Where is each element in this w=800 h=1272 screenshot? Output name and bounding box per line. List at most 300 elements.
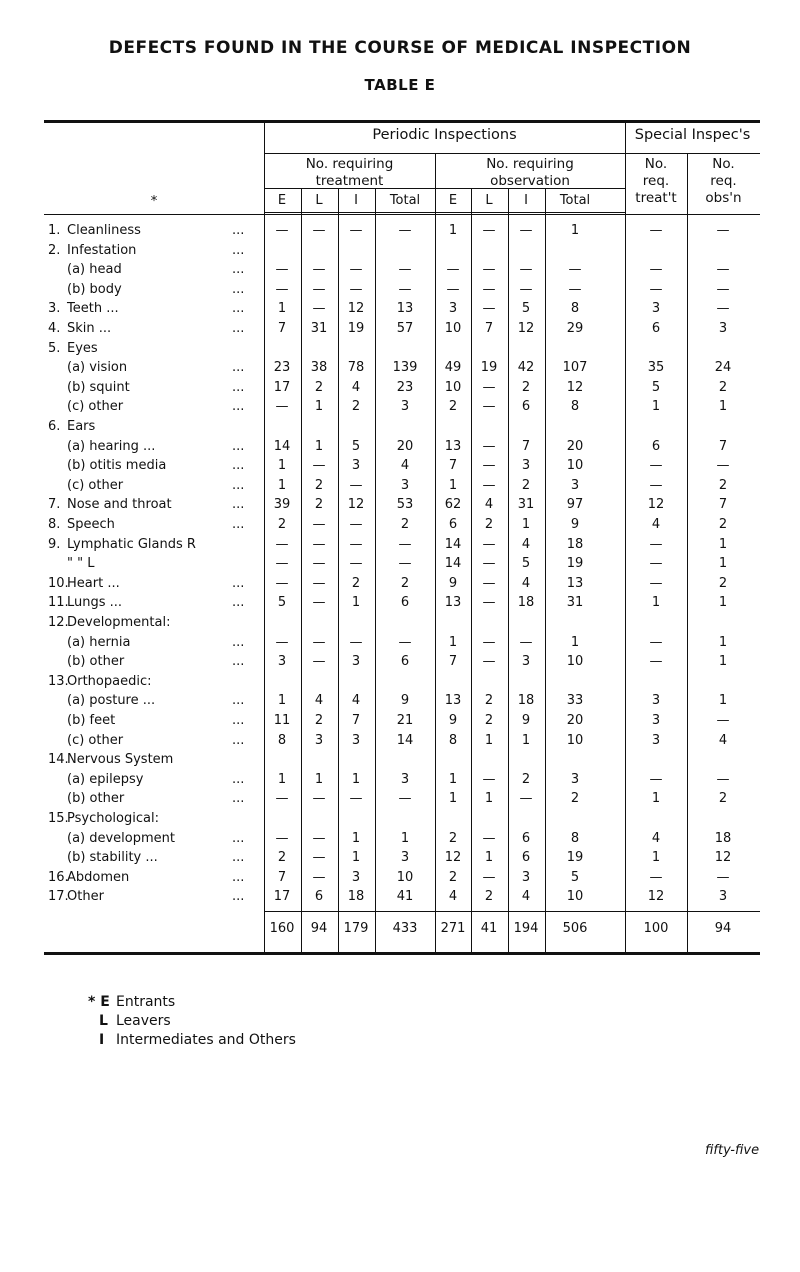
subcolumn-header: Total <box>389 193 421 208</box>
leader-dots: ... <box>232 693 245 709</box>
header-bottom-rule <box>44 214 760 215</box>
subcolumn-header: E <box>448 193 458 208</box>
table-cell: 6 <box>651 321 661 336</box>
table-cell: — <box>649 654 663 670</box>
row-number: 17. <box>48 889 69 905</box>
table-cell: — <box>649 869 663 885</box>
row-label: Heart ... <box>67 575 120 591</box>
row-number: 6. <box>48 419 61 434</box>
row-label: Cleanliness <box>67 223 141 238</box>
table-cell: 3 <box>521 654 531 670</box>
legend-item <box>99 1031 296 1050</box>
table-cell: 1 <box>651 850 661 866</box>
table-cell: 1 <box>484 791 494 807</box>
table-cell: — <box>482 869 496 885</box>
row-label: Nervous System <box>67 752 174 768</box>
table-cell: 1 <box>718 536 728 552</box>
table-cell: 6 <box>521 399 531 415</box>
table-cell: — <box>482 301 496 317</box>
table-cell: 3 <box>570 477 580 493</box>
table-cell: 13 <box>444 595 462 611</box>
table-cell: 1 <box>448 634 458 650</box>
total-cell: 94 <box>714 921 732 936</box>
table-cell: 1 <box>277 771 287 787</box>
table-cell: 1 <box>448 771 458 787</box>
table-cell: 12 <box>647 497 665 513</box>
leader-dots: ... <box>232 477 245 493</box>
subcolumn-header: L <box>315 193 323 208</box>
table-cell: 13 <box>396 301 414 317</box>
total-cell: 194 <box>513 921 539 936</box>
table-cell: 2 <box>448 869 458 885</box>
table-cell: 1 <box>351 771 361 787</box>
table-cell: 6 <box>400 595 410 611</box>
table-cell: 8 <box>277 732 287 748</box>
table-cell: 12 <box>347 301 365 317</box>
legend-text: Entrants <box>116 994 176 1010</box>
row-label: (b) squint <box>67 379 130 395</box>
table-cell: 4 <box>314 693 324 709</box>
row-label: Orthopaedic: <box>67 673 152 689</box>
table-cell: — <box>482 556 496 572</box>
table-cell: — <box>312 575 326 591</box>
table-cell: 7 <box>718 497 728 513</box>
table-cell: 17 <box>273 379 291 395</box>
table-cell: 4 <box>400 458 410 474</box>
table-cell: 2 <box>277 850 287 866</box>
leader-dots: ... <box>232 242 245 258</box>
row-number: 14. <box>48 752 69 768</box>
table-cell: — <box>349 634 363 650</box>
table-cell: 7 <box>448 458 458 474</box>
table-cell: 7 <box>484 321 494 336</box>
table-cell: — <box>568 262 582 278</box>
table-cell: 4 <box>484 497 494 513</box>
row-label: Speech <box>67 517 115 532</box>
table-cell: 3 <box>400 399 410 415</box>
leader-dots: ... <box>232 771 245 787</box>
table-cell: 57 <box>396 321 414 336</box>
table-cell: — <box>482 771 496 787</box>
table-cell: 3 <box>351 869 361 885</box>
table-cell: 2 <box>484 693 494 709</box>
special-treat-header: No. <box>644 156 668 172</box>
leader-dots: ... <box>232 634 245 650</box>
table-cell: 2 <box>351 399 361 415</box>
table-cell: — <box>482 536 496 552</box>
table-cell: 31 <box>310 321 328 336</box>
table-cell: 2 <box>718 791 728 807</box>
footnote-star: * <box>150 193 158 209</box>
table-cell: 1 <box>651 595 661 611</box>
table-cell: 1 <box>570 223 580 238</box>
table-cell: 2 <box>521 477 531 493</box>
table-cell: — <box>275 791 289 807</box>
leader-dots: ... <box>232 360 245 376</box>
table-cell: — <box>349 281 363 297</box>
total-cell: 41 <box>480 921 498 936</box>
table-cell: 42 <box>517 360 535 376</box>
row-label: (c) other <box>67 732 124 748</box>
table-cell: 3 <box>570 771 580 787</box>
table-cell: 6 <box>521 850 531 866</box>
special-obs-header: No. <box>712 156 735 172</box>
req-observation-header: No. requiring <box>486 156 574 172</box>
table-cell: 41 <box>396 889 414 905</box>
table-cell: 1 <box>351 850 361 866</box>
row-number: 9. <box>48 536 61 552</box>
table-cell: — <box>519 223 533 238</box>
req-treatment-header: treatment <box>315 173 384 189</box>
table-cell: 14 <box>396 732 414 748</box>
table-cell: 2 <box>570 791 580 807</box>
table-cell: 2 <box>484 889 494 905</box>
table-cell: — <box>312 517 326 532</box>
table-cell: 107 <box>562 360 588 376</box>
table-cell: 3 <box>277 654 287 670</box>
legend-key: L <box>99 1013 108 1029</box>
legend <box>88 993 296 1050</box>
table-cell: 6 <box>521 830 531 846</box>
table-cell: — <box>716 281 730 297</box>
row-label: Teeth ... <box>67 301 119 317</box>
table-cell: 10 <box>396 869 414 885</box>
table-cell: — <box>349 536 363 552</box>
table-cell: 2 <box>448 830 458 846</box>
table-cell: — <box>482 654 496 670</box>
table-cell: — <box>398 262 412 278</box>
table-cell: — <box>312 869 326 885</box>
table-cell: 1 <box>277 458 287 474</box>
row-label: (a) hearing ... <box>67 438 156 454</box>
table-cell: 29 <box>566 321 584 336</box>
table-cell: — <box>398 536 412 552</box>
table-cell: 1 <box>651 791 661 807</box>
table-cell: 31 <box>517 497 535 513</box>
table-cell: — <box>275 281 289 297</box>
legend-item <box>88 993 296 1012</box>
table-cell: 20 <box>566 713 584 728</box>
row-label: Ears <box>67 419 96 434</box>
row-number: 16. <box>48 869 69 885</box>
table-cell: 1 <box>718 399 728 415</box>
table-cell: 4 <box>351 693 361 709</box>
total-cell: 94 <box>310 921 328 936</box>
row-label: Eyes <box>67 340 98 356</box>
table-cell: 7 <box>448 654 458 670</box>
table-cell: 3 <box>448 301 458 317</box>
row-label: (b) stability ... <box>67 850 158 866</box>
table-cell: 3 <box>718 321 728 336</box>
table-cell: 12 <box>566 379 584 395</box>
table-cell: — <box>716 713 730 728</box>
leader-dots: ... <box>232 791 245 807</box>
table-cell: 20 <box>566 438 584 454</box>
table-cell: — <box>398 634 412 650</box>
table-cell: 8 <box>570 399 580 415</box>
table-cell: — <box>275 536 289 552</box>
table-cell: — <box>398 281 412 297</box>
table-cell: 49 <box>444 360 462 376</box>
table-cell: — <box>275 556 289 572</box>
table-cell: 4 <box>651 517 661 532</box>
legend-item <box>99 1012 296 1031</box>
leader-dots: ... <box>232 399 245 415</box>
subcolumn-header: E <box>277 193 287 208</box>
table-cell: 12 <box>714 850 732 866</box>
table-cell: 7 <box>277 321 287 336</box>
row-number: 7. <box>48 497 61 513</box>
table-cell: 1 <box>314 771 324 787</box>
table-bottom-rule <box>44 952 760 955</box>
leader-dots: ... <box>232 713 245 728</box>
table-cell: — <box>482 438 496 454</box>
table-cell: — <box>519 262 533 278</box>
table-cell: 97 <box>566 497 584 513</box>
table-cell: 1 <box>448 477 458 493</box>
table-cell: 1 <box>651 399 661 415</box>
table-cell: 4 <box>521 575 531 591</box>
table-cell: 3 <box>351 654 361 670</box>
leader-dots: ... <box>232 850 245 866</box>
table-cell: 1 <box>448 791 458 807</box>
table-cell: 9 <box>448 575 458 591</box>
table-cell: — <box>482 281 496 297</box>
table-cell: 35 <box>647 360 665 376</box>
table-cell: — <box>649 262 663 278</box>
table-cell: — <box>398 223 412 238</box>
table-cell: 5 <box>570 869 580 885</box>
table-cell: 7 <box>521 438 531 454</box>
table-cell: 53 <box>396 497 414 513</box>
leader-dots: ... <box>232 732 245 748</box>
subcolumn-header: I <box>524 193 528 208</box>
leader-dots: ... <box>232 262 245 278</box>
row-label: Nose and throat <box>67 497 172 513</box>
row-label: Psychological: <box>67 811 159 826</box>
row-number: 5. <box>48 340 61 356</box>
row-label: (a) hernia <box>67 634 131 650</box>
table-cell: 6 <box>651 438 661 454</box>
table-top-rule <box>44 120 760 123</box>
table-cell: — <box>312 458 326 474</box>
legend-text: Leavers <box>116 1013 171 1029</box>
special-obs-header: obs'n <box>705 190 742 206</box>
total-cell: 506 <box>562 921 588 936</box>
table-cell: — <box>312 223 326 238</box>
table-cell: — <box>649 281 663 297</box>
table-cell: 19 <box>480 360 498 376</box>
row-label: Infestation <box>67 242 137 258</box>
table-cell: 78 <box>347 360 365 376</box>
totals-top-rule <box>264 911 760 912</box>
table-cell: 139 <box>392 360 418 376</box>
table-cell: — <box>275 223 289 238</box>
table-cell: — <box>649 575 663 591</box>
table-cell: 2 <box>718 379 728 395</box>
table-cell: 7 <box>351 713 361 728</box>
legend-text: Intermediates and Others <box>116 1032 296 1048</box>
table-cell: 5 <box>651 379 661 395</box>
table-cell: — <box>275 634 289 650</box>
table-cell: 1 <box>448 223 458 238</box>
subheader-bottom-rule <box>264 212 625 213</box>
table-cell: 39 <box>273 497 291 513</box>
table-cell: — <box>275 830 289 846</box>
total-cell: 179 <box>343 921 369 936</box>
table-cell: 7 <box>718 438 728 454</box>
table-cell: 1 <box>351 595 361 611</box>
table-cell: — <box>482 262 496 278</box>
group-header-rule <box>264 153 760 154</box>
table-cell: — <box>349 477 363 493</box>
table-title: TABLE E <box>364 76 436 94</box>
table-cell: 3 <box>651 301 661 317</box>
leader-dots: ... <box>232 321 245 336</box>
table-cell: 1 <box>314 399 324 415</box>
table-cell: 2 <box>448 399 458 415</box>
table-cell: 9 <box>521 713 531 728</box>
table-cell: — <box>312 791 326 807</box>
table-cell: 21 <box>396 713 414 728</box>
special-divider <box>687 153 688 955</box>
table-cell: 3 <box>400 771 410 787</box>
table-cell: 1 <box>277 477 287 493</box>
defects-table <box>44 120 759 955</box>
table-cell: 1 <box>718 556 728 572</box>
table-cell: — <box>312 536 326 552</box>
table-cell: 2 <box>314 379 324 395</box>
table-cell: — <box>349 517 363 532</box>
row-number: 11. <box>48 595 69 611</box>
subcolumn-header: L <box>485 193 493 208</box>
table-cell: — <box>312 654 326 670</box>
leader-dots: ... <box>232 497 245 513</box>
special-obs-header: req. <box>710 173 737 189</box>
table-cell: 3 <box>351 732 361 748</box>
row-label: (c) other <box>67 399 124 415</box>
table-cell: — <box>482 379 496 395</box>
table-cell: 2 <box>521 379 531 395</box>
leader-dots: ... <box>232 830 245 846</box>
total-cell: 271 <box>440 921 466 936</box>
table-cell: 4 <box>718 732 728 748</box>
table-cell: — <box>275 262 289 278</box>
leader-dots: ... <box>232 517 245 532</box>
table-cell: 2 <box>521 771 531 787</box>
table-cell: 14 <box>273 438 291 454</box>
table-cell: 2 <box>314 713 324 728</box>
table-cell: — <box>275 575 289 591</box>
row-label: (b) body <box>67 281 122 297</box>
table-cell: 5 <box>351 438 361 454</box>
table-cell: — <box>312 281 326 297</box>
row-label: Lungs ... <box>67 595 123 611</box>
table-cell: — <box>398 556 412 572</box>
table-cell: 2 <box>314 477 324 493</box>
row-label: Lymphatic Glands R <box>67 536 196 552</box>
table-cell: 9 <box>400 693 410 709</box>
table-cell: 2 <box>400 517 410 532</box>
table-cell: 18 <box>517 595 535 611</box>
table-cell: 4 <box>521 889 531 905</box>
row-label: Developmental: <box>67 615 171 630</box>
table-cell: 3 <box>521 869 531 885</box>
row-label: (b) other <box>67 654 125 670</box>
leader-dots: ... <box>232 281 245 297</box>
table-cell: 2 <box>718 477 728 493</box>
row-number: 2. <box>48 242 61 258</box>
total-cell: 433 <box>392 921 418 936</box>
req-treatment-header: No. requiring <box>305 156 394 172</box>
leader-dots: ... <box>232 379 245 395</box>
table-cell: — <box>312 830 326 846</box>
table-cell: 5 <box>277 595 287 611</box>
leader-dots: ... <box>232 458 245 474</box>
table-cell: 5 <box>521 301 531 317</box>
table-cell: 14 <box>444 556 462 572</box>
table-cell: — <box>649 634 663 650</box>
table-cell: — <box>482 830 496 846</box>
table-cell: — <box>568 281 582 297</box>
table-cell: 3 <box>400 850 410 866</box>
table-cell: 1 <box>277 693 287 709</box>
table-cell: 3 <box>314 732 324 748</box>
table-cell: — <box>482 477 496 493</box>
table-cell: 38 <box>310 360 328 376</box>
subcolumn-header: Total <box>559 193 591 208</box>
table-cell: 14 <box>444 536 462 552</box>
table-cell: 2 <box>314 497 324 513</box>
table-cell: 8 <box>570 301 580 317</box>
table-cell: 1 <box>521 732 531 748</box>
table-cell: — <box>312 595 326 611</box>
table-cell: — <box>716 301 730 317</box>
row-label: (b) otitis media <box>67 458 167 474</box>
row-label: (c) other <box>67 477 124 493</box>
table-cell: 2 <box>400 575 410 591</box>
table-cell: 3 <box>400 477 410 493</box>
row-number: 13. <box>48 673 69 689</box>
table-cell: 2 <box>277 517 287 532</box>
table-cell: 12 <box>347 497 365 513</box>
table-cell: — <box>446 262 460 278</box>
table-cell: 1 <box>400 830 410 846</box>
table-cell: 18 <box>517 693 535 709</box>
table-cell: — <box>482 223 496 238</box>
table-cell: 9 <box>570 517 580 532</box>
table-cell: 10 <box>566 458 584 474</box>
table-cell: — <box>482 575 496 591</box>
table-cell: — <box>716 262 730 278</box>
row-number: 8. <box>48 517 61 532</box>
table-cell: 13 <box>566 575 584 591</box>
table-cell: — <box>349 262 363 278</box>
table-cell: — <box>312 262 326 278</box>
leader-dots: ... <box>232 438 245 454</box>
table-cell: 2 <box>718 575 728 591</box>
table-cell: 1 <box>718 693 728 709</box>
page-title: DEFECTS FOUND IN THE COURSE OF MEDICAL INSPECTION <box>108 38 692 58</box>
table-cell: — <box>349 223 363 238</box>
table-cell: — <box>349 791 363 807</box>
table-cell: 2 <box>484 517 494 532</box>
table-cell: 24 <box>714 360 732 376</box>
table-cell: 18 <box>714 830 732 846</box>
table-cell: 8 <box>570 830 580 846</box>
table-cell: 1 <box>484 850 494 866</box>
subcolumn-header: I <box>354 193 358 208</box>
